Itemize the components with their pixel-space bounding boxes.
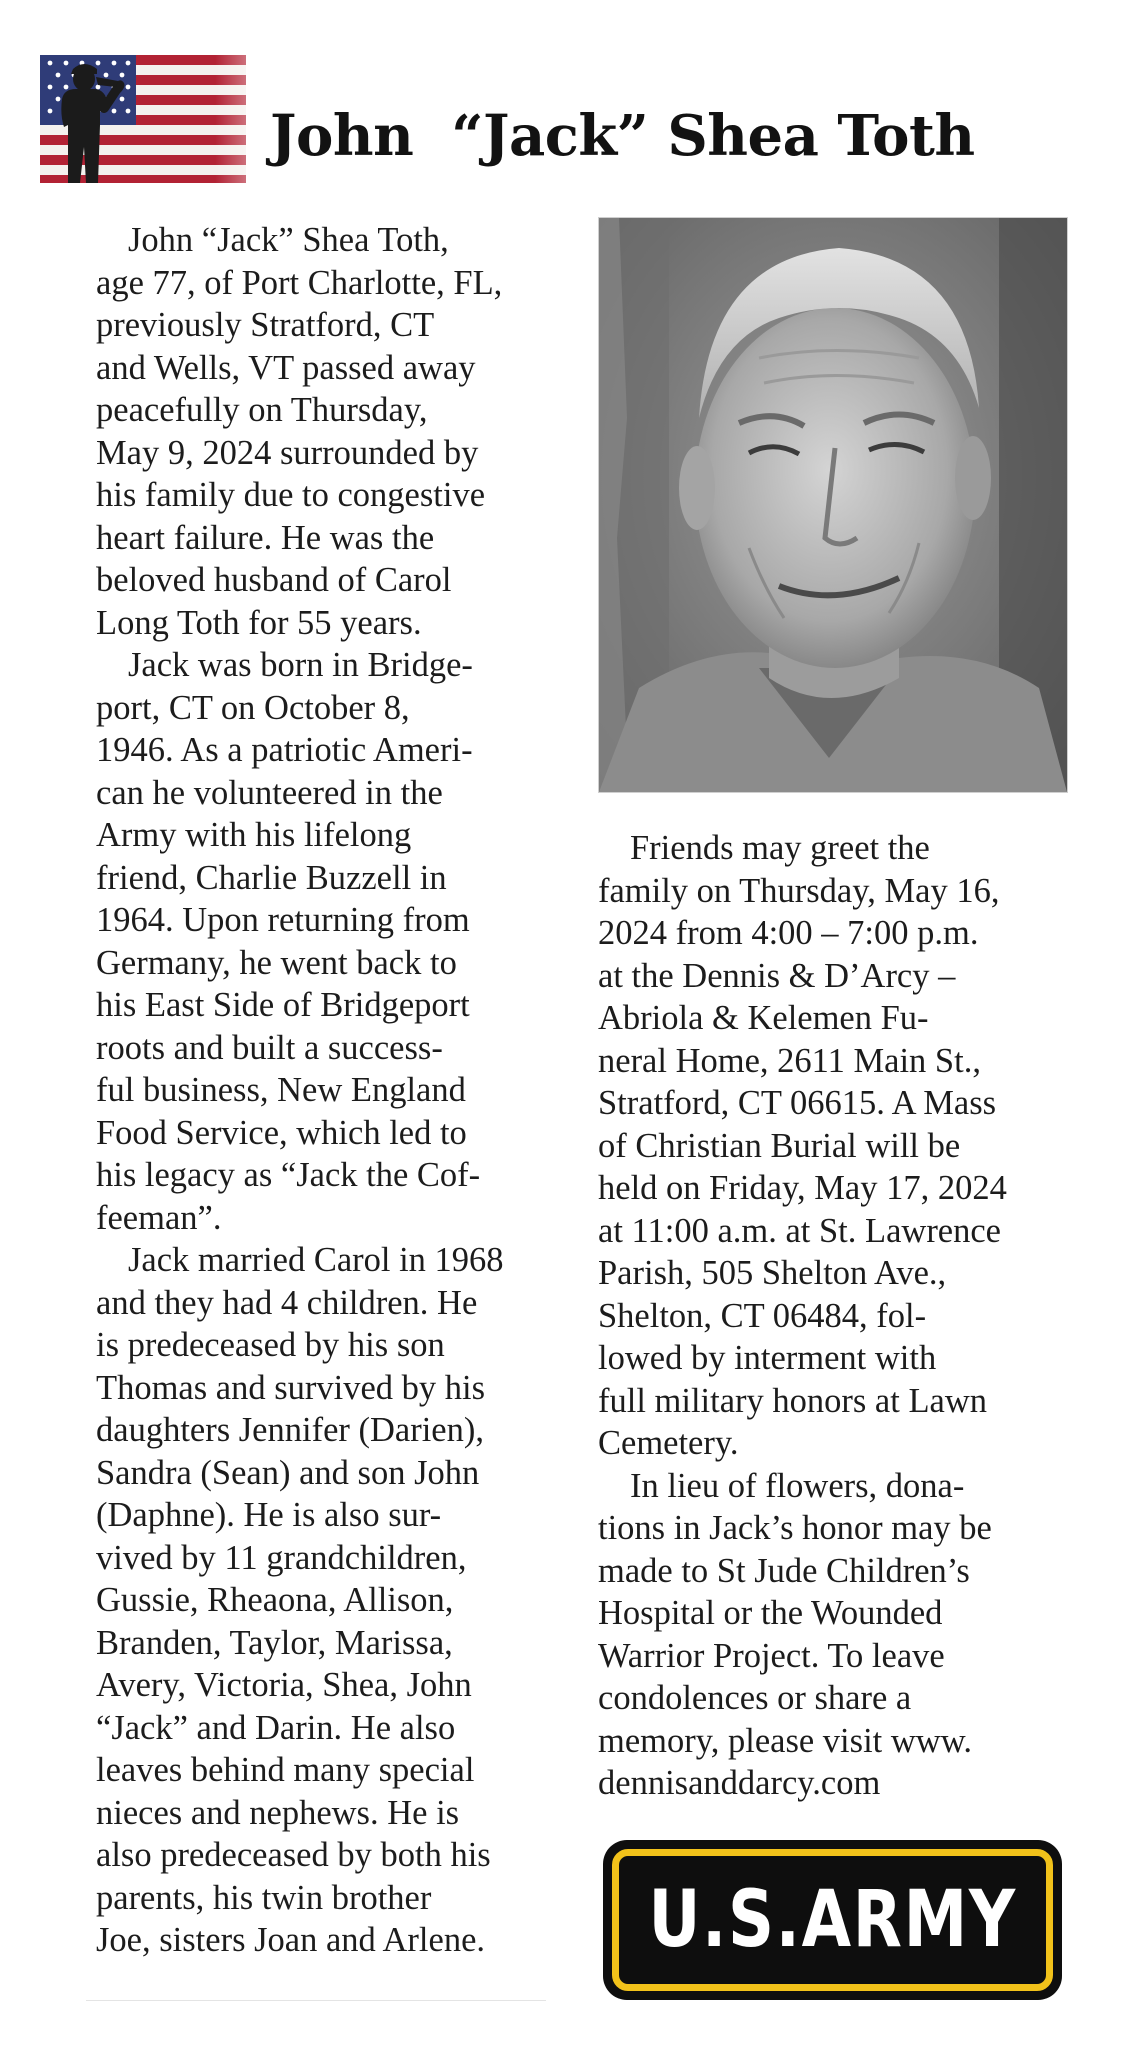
text-line: and Wells, VT passed away bbox=[96, 348, 476, 387]
text-line: full military honors at Lawn bbox=[598, 1381, 988, 1420]
text-line: dennisanddarcy.com bbox=[598, 1764, 881, 1802]
text-line: Joe, sisters Joan and Arlene. bbox=[96, 1921, 486, 1959]
american-flag-saluting-soldier-icon bbox=[40, 55, 246, 183]
text-line: Parish, 505 Shelton Ave., bbox=[598, 1254, 947, 1292]
text-line: Cemetery. bbox=[598, 1424, 739, 1462]
text-line: his legacy as “Jack the Cof- bbox=[96, 1156, 481, 1194]
text-line: Hospital or the Wounded bbox=[598, 1594, 943, 1632]
text-line: at 11:00 a.m. at St. Lawrence bbox=[598, 1211, 1001, 1250]
text-line: family on Thursday, May 16, bbox=[598, 871, 1000, 910]
text-line: his family due to congestive bbox=[96, 476, 486, 514]
text-line: heart failure. He was the bbox=[96, 518, 435, 557]
text-line: neral Home, 2611 Main St., bbox=[598, 1041, 981, 1080]
text-line: leaves behind many special bbox=[96, 1751, 475, 1789]
us-army-logo-border bbox=[612, 1849, 1053, 1991]
text-line: John “Jack” Shea Toth, bbox=[128, 221, 449, 259]
text-line: Abriola & Kelemen Fu- bbox=[598, 999, 929, 1037]
text-line: is predeceased by his son bbox=[96, 1326, 445, 1364]
text-line: In lieu of flowers, dona- bbox=[630, 1466, 965, 1505]
text-line: also predeceased by both his bbox=[96, 1836, 491, 1874]
text-line: age 77, of Port Charlotte, FL, bbox=[96, 263, 503, 302]
text-line: Long Toth for 55 years. bbox=[96, 603, 422, 642]
text-line: made to St Jude Children’s bbox=[598, 1551, 970, 1590]
text-line: previously Stratford, CT bbox=[96, 306, 435, 344]
text-line: parents, his twin brother bbox=[96, 1878, 432, 1917]
obituary-text-right-column bbox=[598, 827, 1078, 1805]
text-line: daughters Jennifer (Darien), bbox=[96, 1411, 484, 1449]
text-line: beloved husband of Carol bbox=[96, 561, 452, 599]
text-line: Germany, he went back to bbox=[96, 943, 457, 982]
us-army-logo-text: U.S.ARMY bbox=[648, 1875, 1017, 1965]
text-line: roots and built a success- bbox=[96, 1028, 443, 1067]
text-line: condolences or share a bbox=[598, 1679, 912, 1717]
text-line: Jack married Carol in 1968 bbox=[128, 1241, 504, 1279]
text-line: held on Friday, May 17, 2024 bbox=[598, 1169, 1007, 1207]
text-line: lowed by interment with bbox=[598, 1339, 937, 1377]
text-line: tions in Jack’s honor may be bbox=[598, 1509, 992, 1547]
bottom-divider bbox=[86, 2000, 546, 2001]
text-line: nieces and nephews. He is bbox=[96, 1793, 460, 1832]
text-line: Avery, Victoria, Shea, John bbox=[96, 1666, 472, 1704]
text-line: memory, please visit www. bbox=[598, 1721, 972, 1760]
text-line: at the Dennis & D’Arcy – bbox=[598, 956, 956, 995]
text-line: Branden, Taylor, Marissa, bbox=[96, 1623, 453, 1662]
text-line: Friends may greet the bbox=[630, 829, 930, 867]
text-line: Warrior Project. To leave bbox=[598, 1636, 945, 1675]
text-line: vived by 11 grandchildren, bbox=[96, 1538, 467, 1577]
obituary-title: John “Jack” Shea Toth bbox=[270, 103, 975, 169]
us-army-logo bbox=[603, 1840, 1062, 2000]
text-line: Sandra (Sean) and son John bbox=[96, 1453, 480, 1492]
text-line: friend, Charlie Buzzell in bbox=[96, 858, 447, 897]
text-line: port, CT on October 8, bbox=[96, 688, 410, 727]
text-line: 1964. Upon returning from bbox=[96, 901, 470, 939]
text-line: feeman”. bbox=[96, 1198, 222, 1237]
obituary-text-left-column bbox=[96, 219, 576, 1962]
text-line: 1946. As a patriotic Ameri- bbox=[96, 731, 473, 769]
text-line: Jack was born in Bridge- bbox=[128, 646, 473, 684]
text-line: his East Side of Bridgeport bbox=[96, 986, 470, 1024]
text-line: May 9, 2024 surrounded by bbox=[96, 433, 479, 472]
text-line: peacefully on Thursday, bbox=[96, 391, 428, 429]
text-line: can he volunteered in the bbox=[96, 773, 443, 812]
text-line: Gussie, Rheaona, Allison, bbox=[96, 1581, 454, 1619]
text-line: and they had 4 children. He bbox=[96, 1283, 478, 1322]
text-line: of Christian Burial will be bbox=[598, 1126, 961, 1165]
text-line: (Daphne). He is also sur- bbox=[96, 1496, 442, 1534]
text-line: ful business, New England bbox=[96, 1071, 466, 1109]
text-line: 2024 from 4:00 – 7:00 p.m. bbox=[598, 914, 979, 952]
text-line: Shelton, CT 06484, fol- bbox=[598, 1296, 927, 1335]
text-line: Food Service, which led to bbox=[96, 1113, 467, 1152]
text-line: Stratford, CT 06615. A Mass bbox=[598, 1084, 997, 1122]
portrait-photo bbox=[598, 217, 1068, 793]
text-line: Thomas and survived by his bbox=[96, 1368, 486, 1407]
text-line: “Jack” and Darin. He also bbox=[96, 1708, 456, 1747]
text-line: Army with his lifelong bbox=[96, 816, 412, 854]
